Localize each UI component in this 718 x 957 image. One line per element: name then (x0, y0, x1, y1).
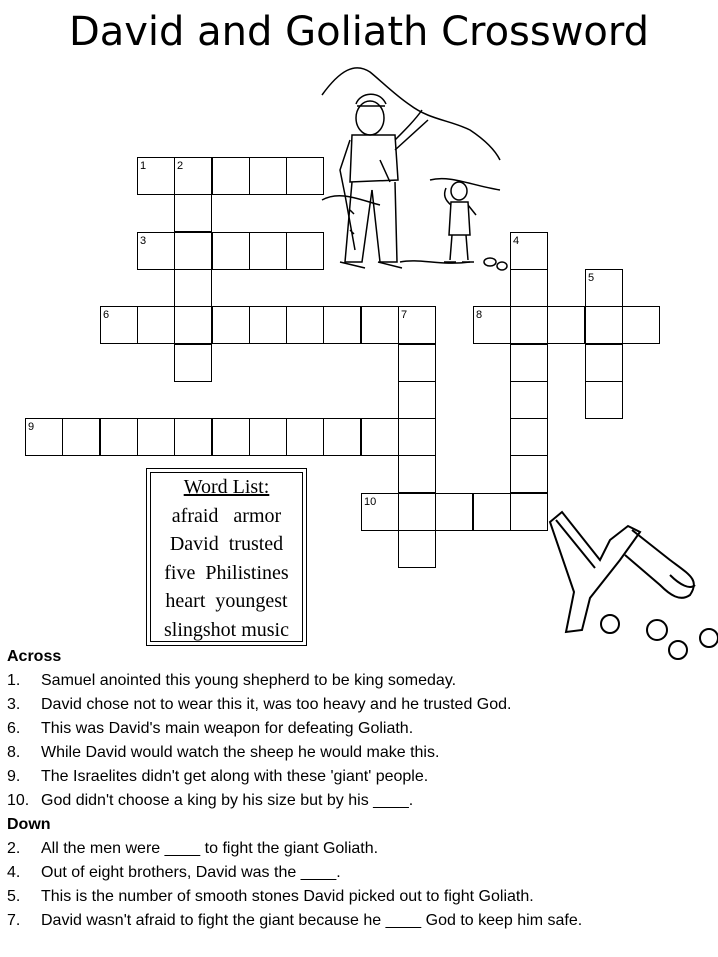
clue-number: 5 (588, 272, 595, 284)
grid-cell[interactable] (510, 418, 548, 456)
grid-cell[interactable] (585, 344, 623, 382)
word-list-title: Word List: (183, 476, 270, 498)
grid-cell[interactable] (510, 306, 548, 344)
grid-cell[interactable] (435, 493, 473, 531)
grid-cell[interactable] (212, 232, 250, 270)
grid-cell[interactable] (323, 418, 361, 456)
grid-cell[interactable] (547, 306, 585, 344)
word-list-line: five Philistines (164, 561, 289, 584)
grid-cell[interactable] (286, 418, 324, 456)
word-list-inner (150, 472, 303, 642)
down-clue: 4. Out of eight brothers, David was the ____. (7, 864, 341, 881)
clue-number: 2 (177, 160, 184, 172)
grid-cell[interactable] (398, 418, 436, 456)
grid-cell[interactable] (249, 232, 287, 270)
grid-cell[interactable] (62, 418, 100, 456)
grid-cell[interactable] (585, 306, 623, 344)
grid-cell[interactable] (398, 493, 436, 531)
grid-cell[interactable] (361, 418, 399, 456)
across-clue: 9. The Israelites didn't get along with these 'giant' people. (7, 768, 429, 785)
across-clue: 3. David chose not to wear this it, was too heavy and he trusted God. (7, 696, 512, 713)
clue-number: 4 (513, 235, 520, 247)
across-clue: 6. This was David's main weapon for defeating Goliath. (7, 720, 414, 737)
grid-cell[interactable] (249, 306, 287, 344)
grid-cell[interactable] (398, 381, 436, 419)
grid-cell[interactable] (174, 232, 212, 270)
grid-cell[interactable] (249, 418, 287, 456)
grid-cell[interactable] (286, 157, 324, 195)
down-clue: 2. All the men were ____ to fight the giant Goliath. (7, 840, 379, 857)
clue-number: 9 (28, 421, 35, 433)
grid-cell[interactable] (249, 157, 287, 195)
grid-cell[interactable] (212, 157, 250, 195)
across-heading: Across (7, 648, 62, 665)
word-list-line: afraid armor (171, 504, 282, 527)
grid-cell[interactable] (510, 455, 548, 493)
clue-number: 6 (103, 309, 110, 321)
grid-cell[interactable] (398, 455, 436, 493)
clue-number: 10 (364, 496, 377, 508)
grid-cell[interactable] (137, 306, 175, 344)
clue-number: 1 (140, 160, 147, 172)
word-list-line: David trusted (169, 533, 284, 555)
across-clue: 10. God didn't choose a king by his size but by his ____. (7, 792, 414, 809)
grid-cell[interactable] (398, 530, 436, 568)
grid-cell[interactable] (323, 306, 361, 344)
clue-number: 7 (401, 309, 408, 321)
grid-cell[interactable] (473, 493, 511, 531)
grid-cell[interactable] (510, 493, 548, 531)
across-clue: 1. Samuel anointed this young shepherd to be king someday. (7, 672, 457, 689)
grid-cell[interactable] (174, 269, 212, 307)
grid-cell[interactable] (212, 418, 250, 456)
grid-cell[interactable] (174, 418, 212, 456)
word-list-line: slingshot music (163, 618, 289, 641)
clue-number: 3 (140, 235, 147, 247)
clues-section (7, 645, 718, 933)
word-list-box (146, 468, 307, 646)
grid-cell[interactable] (174, 194, 212, 232)
across-clue: 8. While David would watch the sheep he would make this. (7, 744, 440, 761)
down-clue: 7. David wasn't afraid to fight the giant because he ____ God to keep him safe. (7, 912, 583, 929)
grid-cell[interactable] (585, 381, 623, 419)
grid-cell[interactable] (510, 381, 548, 419)
clue-number: 8 (476, 309, 483, 321)
grid-cell[interactable] (622, 306, 660, 344)
grid-cell[interactable] (361, 306, 399, 344)
grid-cell[interactable] (137, 418, 175, 456)
word-list-line: heart youngest (165, 590, 288, 612)
grid-cell[interactable] (212, 306, 250, 344)
down-heading: Down (7, 816, 51, 833)
down-clue: 5. This is the number of smooth stones David picked out to fight Goliath. (7, 888, 534, 905)
grid-cell[interactable] (510, 344, 548, 382)
grid-cell[interactable] (286, 232, 324, 270)
grid-cell[interactable] (510, 269, 548, 307)
grid-cell[interactable] (286, 306, 324, 344)
grid-cell[interactable] (174, 306, 212, 344)
grid-cell[interactable] (174, 344, 212, 382)
grid-cell[interactable] (100, 418, 138, 456)
page-title: David and Goliath Crossword (68, 9, 650, 55)
grid-cell[interactable] (398, 344, 436, 382)
